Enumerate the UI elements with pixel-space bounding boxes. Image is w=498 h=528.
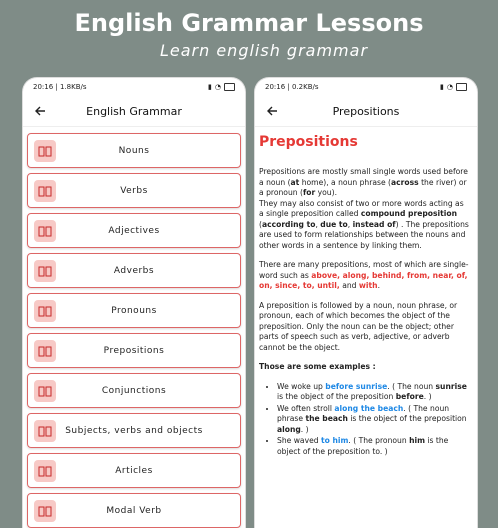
lesson-label: Subjects, verbs and objects [65,425,203,436]
book-icon [34,260,56,282]
signal-icon: ▮ [208,83,212,91]
signal-icon: ▮ [440,83,444,91]
wifi-icon: ◔ [214,83,221,91]
page-title: Prepositions [332,104,400,118]
status-icons [440,83,467,91]
lesson-content [255,127,477,457]
paragraph-3: A preposition is followed by a noun, noun phrase, or pronoun, each of which becomes the object of the preposition. Only the noun can be the object; other parts of speech such as verb, adjective, or adverb cannot be the object. [259,300,458,352]
promo-title: English Grammar Lessons [74,9,424,37]
left-phone-screen [23,78,245,528]
lesson-label: Pronouns [111,305,157,316]
lesson-item-nouns[interactable] [27,133,241,168]
book-icon [34,340,56,362]
lesson-label: Nouns [118,145,150,156]
book-icon [34,420,56,442]
right-phone-screen [255,78,477,528]
lesson-item-articles[interactable] [27,453,241,488]
status-text: 20:16 | 0.2KB/s [265,83,319,91]
status-text: 20:16 | 1.8KB/s [33,83,87,91]
examples-list [259,382,469,458]
example-item: • We woke up before sunrise. ( The noun sunrise is the object of the preposition before. ) [277,382,469,403]
app-bar [23,96,245,127]
example-item: • We often stroll along the beach. ( The noun phrase the beach is the object of the preposition along. ) [277,404,469,436]
examples-heading: Those are some examples : [259,362,376,371]
book-icon [34,500,56,522]
lesson-label: Conjunctions [101,385,167,396]
lesson-label: Articles [115,465,153,476]
arrow-left-icon [266,105,278,117]
battery-icon [456,83,467,91]
paragraph-2: There are many prepositions, most of which are single-word such as above, along, behind, from, near, of, on, since, to, until, and with. [259,260,469,290]
book-icon [34,300,56,322]
lesson-item-adverbs[interactable] [27,253,241,288]
book-icon [34,140,56,162]
status-bar [23,78,245,96]
status-bar [255,78,477,96]
lesson-label: Adjectives [108,225,160,236]
lesson-label: Adverbs [113,265,155,276]
promo-subtitle: Learn english grammar [159,41,369,60]
status-icons [208,83,235,91]
lessons-list [23,127,245,528]
wifi-icon: ◔ [446,83,453,91]
page-title: English Grammar [86,104,182,118]
battery-icon [224,83,235,91]
app-bar [255,96,477,127]
lesson-heading: Prepositions [259,134,358,150]
lesson-label: Prepositions [103,345,165,356]
lesson-item-verbs[interactable] [27,173,241,208]
back-button[interactable] [31,102,49,120]
lesson-item-prepositions[interactable] [27,333,241,368]
lesson-item-conjunctions[interactable] [27,373,241,408]
lesson-item-modal-verb[interactable] [27,493,241,528]
book-icon [34,220,56,242]
example-item: • She waved to him. ( The pronoun him is the object of the preposition to. ) [277,436,469,457]
lesson-label: Verbs [120,185,148,196]
book-icon [34,380,56,402]
lesson-item-pronouns[interactable] [27,293,241,328]
lesson-item-subjects-verbs-objects[interactable] [27,413,241,448]
back-button[interactable] [263,102,281,120]
book-icon [34,460,56,482]
lesson-label: Modal Verb [106,505,162,516]
lesson-item-adjectives[interactable] [27,213,241,248]
paragraph-1: Prepositions are mostly small single words used before a noun (at home), a noun phrase (across the river) or a pronoun (for you). They may also consist of two or more words acting as a single preposition called compound preposition (according to, due to, instead of) . The prepositions are used to form relationships between the nouns and other words in a sentence by linking them. [259,167,469,250]
arrow-left-icon [34,105,46,117]
book-icon [34,180,56,202]
